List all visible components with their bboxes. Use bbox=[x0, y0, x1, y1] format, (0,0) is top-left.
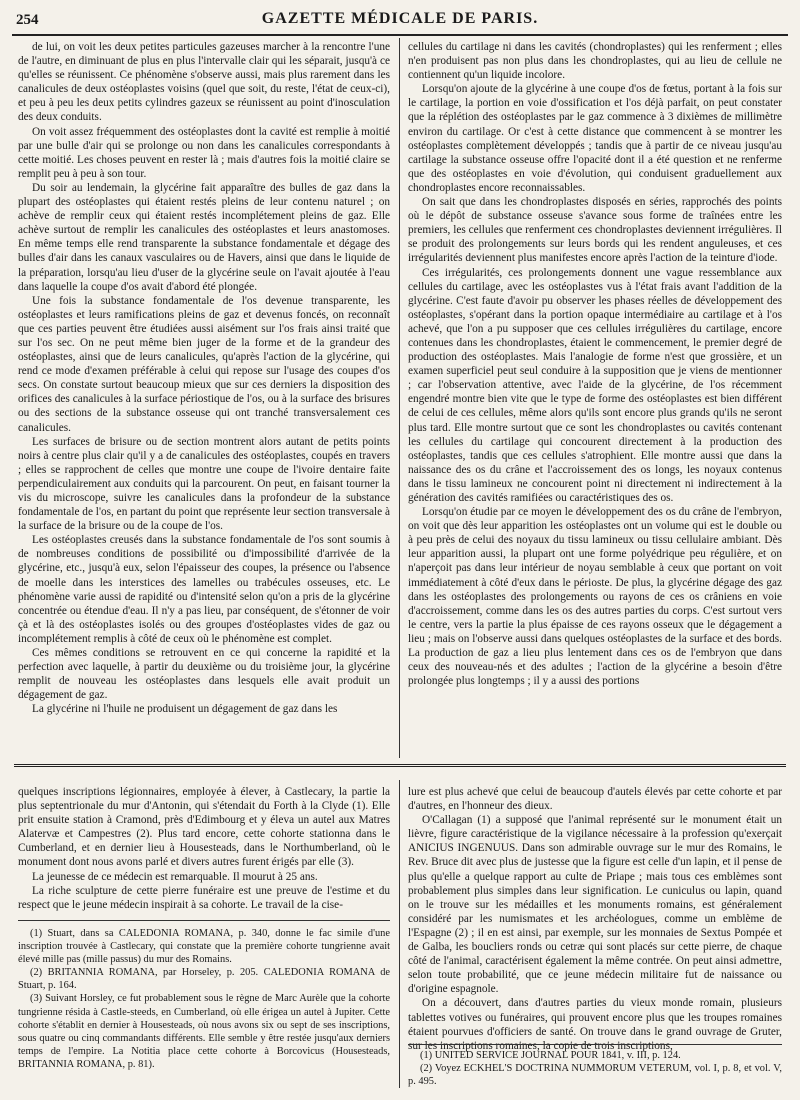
paragraph: O'Callagan (1) a supposé que l'animal représenté sur le monument était un lièvre, figure caractéristique de la vigilance nécessaire à la profession qu'exerçait ANICIUS INGENUUS. Dans son admirable ouvrage sur le mur des Romains, le Rev. Bruce dit avec plus de justesse que la figure est celle d'un lapin, et il pense de plus qu'elle a quelque rapport au culte de Priape ; mais tous ces emblèmes sont probablement plus simples dans leur signification. Le cuniculus ou lapin, quand on le trouve sur les médailles et les monuments romains, est généralement considéré par les numismates et les archéologues, comme un emblème de l'Espagne (2) ; il en est ainsi, par exemple, sur les monnaies de Sextus Pompée et de Galba, les boucliers ronds ou cetræ qui sont placés sur cette pierre, de chaque côté de l'animal, caractérisent également la même contrée. On peut ainsi admettre, selon toute probabilité, que ce jeune médecin militaire fut de naissance ou d'origine espagnole. bbox=[408, 814, 782, 996]
upper-left-column bbox=[18, 40, 390, 754]
footnote-rule bbox=[18, 920, 390, 921]
page-number: 254 bbox=[16, 12, 39, 28]
upper-right-column bbox=[408, 40, 782, 754]
paragraph: La jeunesse de ce médecin est remarquable. Il mourut à 25 ans. bbox=[32, 870, 318, 883]
paragraph: Lorsqu'on ajoute de la glycérine à une coupe d'os de fœtus, portant à la fois sur le cartilage, la portion en voie d'ossification et l'os déjà parfait, on peut constater que la réplétion des ostéoplastes par le gaz commence à 3 dixièmes de millimètre environ du cartilage. Or c'est à cette distance que commencent à se montrer les ostéoplastes complètement développés ; tandis que à partir de ce niveau jusqu'au cartilage la substance osseuse offre l'opacité dont il a été question et ne renferme que des ostéoplastes en voie d'évolution, qui conduisent graduellement aux chondroplastes encore reconnaissables. bbox=[408, 83, 782, 194]
paragraph: On a découvert, dans d'autres parties du vieux monde romain, plusieurs tablettes votives ou funéraires, qui prouvent encore plus que les troupes romaines étaient pourvues d'officiers de santé. On trouve dans le grand ouvrage de Gruter, sur les inscriptions romaines, la copie de trois inscriptions, bbox=[408, 997, 782, 1052]
column-divider-upper bbox=[399, 38, 400, 758]
paragraph: cellules du cartilage ni dans les cavités (chondroplastes) qui les renferment ; elles n'en produisent pas non plus dans les chondroplastes, qui au lieu de cellule ne contiennent qu'un liquide incolore. bbox=[408, 41, 782, 82]
page-header bbox=[12, 4, 788, 36]
paragraph: La glycérine ni l'huile ne produisent un dégagement de gaz dans les bbox=[32, 703, 338, 716]
paragraph: Ces irrégularités, ces prolongements donnent une vague ressemblance aux cellules du cartilage, avec les ostéoplastes vus à l'état frais avant l'addition de la glycérine. C'est faute d'avoir pu observer les phases réelles de développement des ostéoplastes, s'opérant dans la portion opaque intermédiaire au cartilage et à l'os achevé, que l'on a pu supposer que ces cellules irrégulières du cartilage, encore contenues dans les chondroplastes, étaient le commencement, le premier degré de production des ostéoplastes. Mais l'analogie de forme n'est que grossière, et un examen superficiel peut seul conduire à la supposition que je viens de mentionner ; car l'observation attentive, avec l'aide de la glycérine, de l'os récemment engendré montre bien vite que le type de forme des ostéoplastes est bien différent de celui de ces cellules, même alors qu'ils sont encore plus grands qu'ils ne seront plus tard. Elle montre surtout que ce sont les chondroplastes ou cavités contenant les cellules du cartilage qui concourent directement à la production des ostéoplastes, tandis que ces cellules s'atrophient. Elle montre aussi que dans la naissance des os du crâne et l'accroissement des os longs, les noyaux contenus dans le tissu lamineux ne concourent point ni directement ni indirectement à la génération des cavités ramifiées ou caractéristiques des os. bbox=[408, 266, 782, 504]
paragraph: Ces mêmes conditions se retrouvent en ce qui concerne la rapidité et la perfection avec laquelle, à partir du deuxième ou du troisième jour, la glycérine remplit de nouveau les ostéoplastes dans lesquels elle avait produit un dégagement de gaz. bbox=[18, 647, 390, 702]
feuilleton-right-column bbox=[408, 785, 782, 1052]
paragraph: Lorsqu'on étudie par ce moyen le développement des os du crâne de l'embryon, on voit que dès leur apparition les ostéoplastes ont un volume qui est le double ou à peu près de celui des noyaux du tissu lamineux ou tissu cellulaire ambiant. Dès leur apparition aussi, la plupart ont une forme polyédrique peu régulière, et on n'aperçoit pas dans leur intérieur de noyau semblable à ceux que portant on voit immédiatement à côté d'eux dans le périoste. De plus, la glycérine dégage des gaz dans les ostéoplastes des prolongements ou rayons de ces os crâniens en voie d'accroissement, comme dans les os des autres parties du corps. C'est surtout vers le centre, vers la partie la plus épaisse de ces rayons osseux que le dégagement a lieu ; mais on l'observe aussi dans quelques ostéoplastes de la surface et des bords. La production de gaz a lieu plus lentement dans ces os de l'embryon que dans ceux des nouveau-nés et des adultes ; l'action de la glycérine a besoin d'être prolongée plus longtemps ; il y a aussi des portions bbox=[408, 506, 782, 688]
paragraph: de lui, on voit les deux petites particules gazeuses marcher à la rencontre l'une de l'autre, en diminuant de plus en plus l'intervalle clair qui les séparait, jusqu'à ce qu'elles se réunissent. Ce phénomène s'observe aussi, mais plus rarement dans les canalicules de deux ostéoplastes voisins (quel que soit, du reste, l'état de ceux-ci), et peu à peu les deux petits cylindres gazeux se réunissent au point d'inosculation des deux conduits. bbox=[18, 41, 390, 124]
paragraph: quelques inscriptions légionnaires, employée à élever, à Castlecary, la partie la plus septentrionale du mur d'Antonin, qui s'étendait du Forth à la Clyde (1). Elle prit ensuite station à Cramond, près d'Edimbourg et y éleva un autel aux Matres Alatervæ et Campestres (2). Plus tard encore, cette cohorte stationna dans le Cumberland, et en dernier lieu à Housesteads, dans le Northumberland, où le monument dont nous avons parlé et divers autres furent érigés par elle (3). bbox=[18, 786, 390, 869]
column-divider-lower bbox=[399, 780, 400, 1088]
footnote: (2) Voyez ECKHEL'S DOCTRINA NUMMORUM VETERUM, vol. I, p. 8, et vol. V, p. 495. bbox=[408, 1063, 782, 1088]
footnote-rule bbox=[408, 1044, 782, 1045]
feuilleton-left-column bbox=[18, 785, 390, 911]
footnote: (1) Stuart, dans sa CALEDONIA ROMANA, p. 340, donne le fac simile d'une inscription trouvée à Castlecary, qui constate que la première cohorte tungrienne avait élevé mille pas (mille passus) du mur des Romains. bbox=[18, 928, 390, 966]
footnotes-left bbox=[18, 927, 390, 1092]
footnote: (2) BRITANNIA ROMANA, par Horseley, p. 205. CALEDONIA ROMANA de Stuart, p. 164. bbox=[18, 967, 390, 992]
journal-title: GAZETTE MÉDICALE DE PARIS. bbox=[261, 10, 539, 27]
paragraph: La riche sculpture de cette pierre funéraire est une preuve de l'estime et du respect que le jeune médecin inspirait à sa cohorte. Le travail de la cise- bbox=[18, 884, 390, 911]
footnote: (3) Suivant Horsley, ce fut probablement sous le règne de Marc Aurèle que la cohorte tungrienne résida à Castle-steeds, en Cumberland, où elle érigea un autel à Jupiter. Cette cohorte s'établit en dernier à Housesteads, où nous avons six ou sept de ses inscriptions, sous quatre ou cinq commandants différents. Elle semble y être restée jusqu'aux derniers temps de l'empire. La Notitia place cette cohorte à Borcovicus (Housesteads, BRITANNIA ROMANA, p. 81). bbox=[18, 993, 390, 1070]
footnotes-right bbox=[408, 1049, 782, 1094]
paragraph: lure est plus achevé que celui de beaucoup d'autels élevés par cette cohorte et par d'autres, en l'honneur des dieux. bbox=[408, 786, 782, 813]
footnote: (1) UNITED SERVICE JOURNAL POUR 1841, v. III, p. 124. bbox=[420, 1050, 681, 1061]
paragraph: Du soir au lendemain, la glycérine fait apparaître des bulles de gaz dans la plupart des ostéoplastes qui étaient restés pleins de leur contenu naturel ; on achève de remplir ceux qui étaient restés incomplétement pleins de gaz. Elle achève surtout de remplir les canalicules des ostéoplastes et leurs anastomoses. En même temps elle rend transparente la substance fondamentale et dégage des bulles d'air dans les canaux vasculaires ou de Havers, ainsi que dans le liquide de la préparation, lorsqu'au lieu d'user de la glycérine seule on l'avait ajoutée à l'eau dans laquelle la coupe d'os avait d'abord été plongée. bbox=[18, 181, 390, 293]
paragraph: On voit assez fréquemment des ostéoplastes dont la cavité est remplie à moitié par une bulle d'air qui se prolonge ou non dans les canalicules correspondants à cette moitié. Les choses peuvent en rester là ; mais d'autres fois la moitié claire se remplit peu à peu à son tour. bbox=[18, 125, 390, 180]
paragraph: On sait que dans les chondroplastes disposés en séries, rapprochés des points où le dépôt de substance osseuse s'avance sous forme de traînées entre les premiers, les cellules que renferment ces chondroplastes deviennent irrégulières. Il se produit des prolongements sur leurs bords qui les rendent anguleuses, et ces irrégularités deviennent plus manifestes encore après l'action de la teinture d'iode. bbox=[408, 196, 782, 265]
paragraph: Une fois la substance fondamentale de l'os devenue transparente, les ostéoplastes et leurs ramifications pleins de gaz et devenus foncés, on reconnaît que ces parties peuvent être étudiées aussi aisément sur l'os frais ainsi traité que sur l'os sec. On ne peut même bien juger de la forme et de la grandeur des ostéoplastes, ainsi que de leurs canalicules, qu'après l'action de la glycérine, qui rend ce mode d'examen préférable à celui qui repose sur l'usage des coupes d'os secs. On constate surtout beaucoup mieux que sur ces derniers la disposition des orifices des canalicules à la surface périostique de l'os, ou à la surface des brisures ou des sections de la substance osseuse qui ont tranché transversalement ces canalicules. bbox=[18, 294, 390, 434]
section-divider bbox=[14, 764, 786, 767]
paragraph: Les ostéoplastes creusés dans la substance fondamentale de l'os sont soumis à de nombreuses conditions de possibilité ou d'impossibilité d'arrivée de la glycérine, etc., jusqu'à eux, selon l'épaisseur des coupes, la présence ou l'absence de moelle dans les interstices des lamelles ou trabécules osseuses, etc. Le phénomène varie aussi de rapidité ou d'intensité selon qu'on a pris de la glycérine concentrée ou étendue d'eau. Il n'y a pas lieu, par conséquent, de s'étonner de voir çà et là des ostéoplastes isolés ou des groupes d'ostéoplastes vides de gaz ou incomplétement remplis à côté de ceux où le phénomène est complet. bbox=[18, 534, 390, 645]
paragraph: Les surfaces de brisure ou de section montrent alors autant de petits points noirs à centre plus clair qu'il y a de canalicules des ostéoplastes, coupés en travers ; elles se rapprochent de celles que montre une coupe de l'ivoire dentaire faite perpendiculairement aux conduits qui la parcourent. On peut, en faisant tourner la vis du microscope, suivre les canalicules dans la profondeur de la substance fondamentale de l'os, en partant du point que représente leur section transversale à la surface de la brisure ou de la coupe de l'os. bbox=[18, 435, 390, 533]
